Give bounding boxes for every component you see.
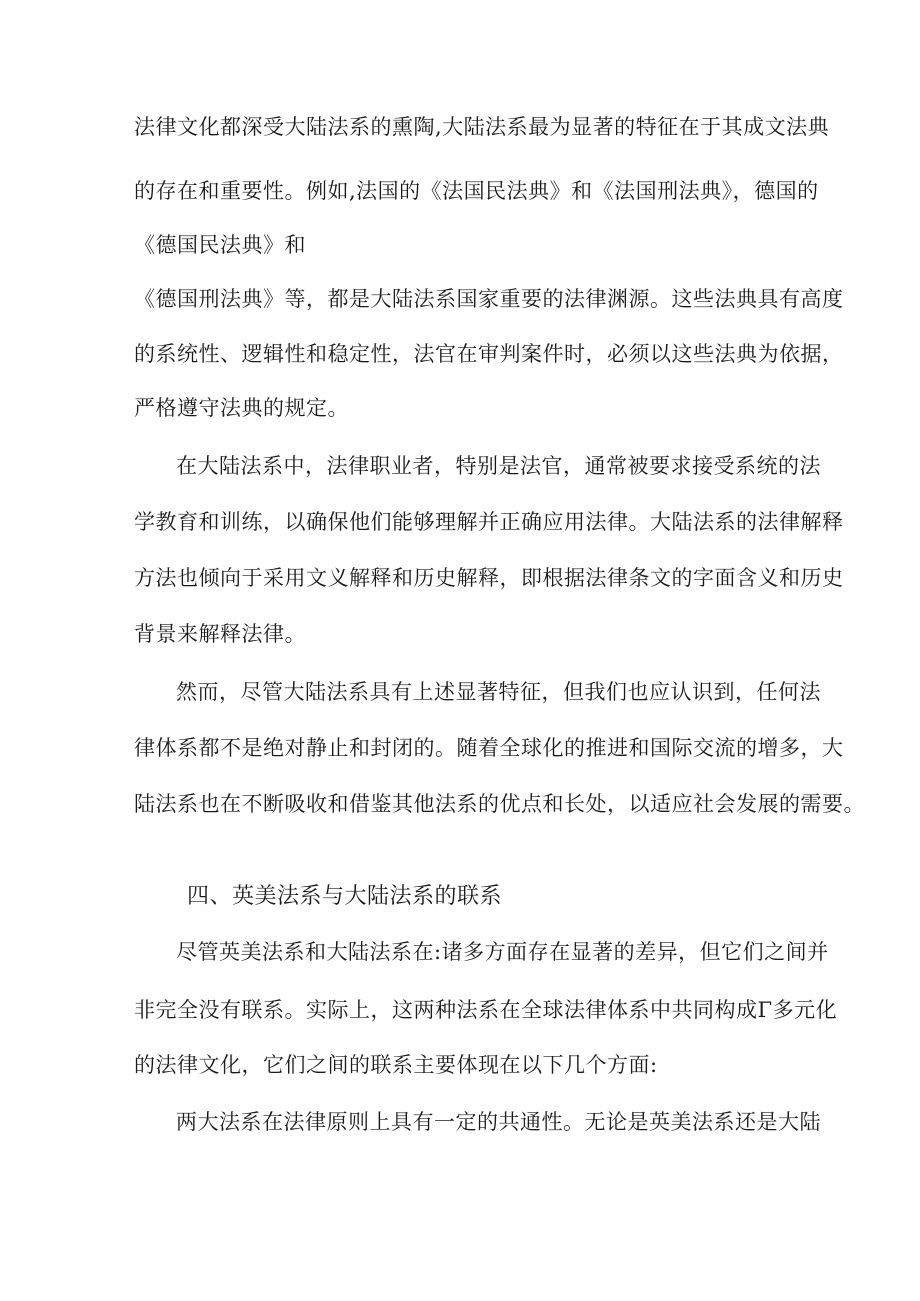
text-line: 非完全没有联系。实际上，这两种法系在全球法律体系中共同构成Γ多元化 [134,998,838,1022]
text-line: 的系统性、逻辑性和稳定性，法官在审判案件时，必须以这些法典为依据， [134,342,844,366]
text-line: 学教育和训练，以确保他们能够理解并正确应用法律。大陆法系的法律解释 [134,510,844,534]
text-line: 背景来解释法律。 [134,622,306,646]
text-line: 两大法系在法律原则上具有一定的共通性。无论是英美法系还是大陆 [176,1110,821,1134]
text-line: 《德国民法典》和 [134,233,306,257]
text-line: 方法也倾向于采用文义解释和历史解释，即根据法律条文的字面含义和历史 [134,566,844,590]
text-line: 的存在和重要性。例如,法国的《法国民法典》和《法国刑法典》，德国的 [134,179,819,203]
text-line: 尽管英美法系和大陆法系在:诸多方面存在显著的差异，但它们之间并 [176,940,829,964]
text-line: 陆法系也在不断吸收和借鉴其他法系的优点和长处，以适应社会发展的需要。 [134,792,865,816]
section-heading: 四、英美法系与大陆法系的联系 [187,884,503,909]
text-line: 然而，尽管大陆法系具有上述显著特征，但我们也应认识到，任何法 [176,680,821,704]
text-line: 严格遵守法典的规定。 [134,396,349,420]
text-line: 《德国刑法典》等，都是大陆法系国家重要的法律渊源。这些法典具有高度 [134,287,844,311]
text-line: 在大陆法系中，法律职业者，特别是法官，通常被要求接受系统的法 [176,454,821,478]
text-line: 的法律文化，它们之间的联系主要体现在以下几个方面: [134,1053,658,1077]
text-line: 法律文化都深受大陆法系的熏陶,大陆法系最为显著的特征在于其成文法典 [134,115,830,139]
text-line: 律体系都不是绝对静止和封闭的。随着全球化的推进和国际交流的增多，大 [134,736,844,760]
